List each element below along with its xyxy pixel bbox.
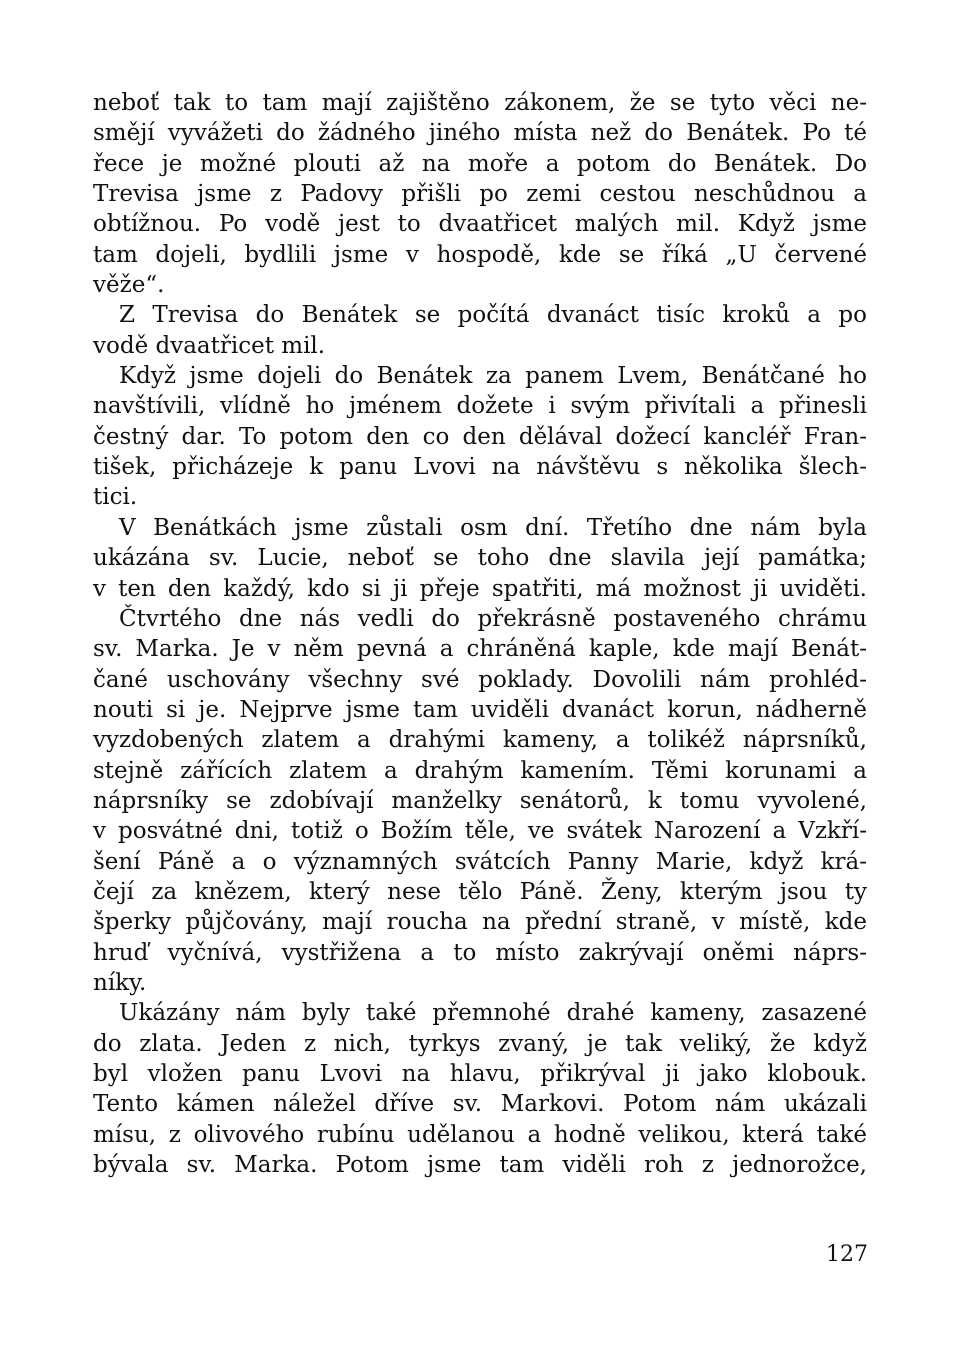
text-line: náprsníky se zdobívají manželky senátorů, k tomu vyvolené, — [93, 787, 867, 814]
text-line: V Benátkách jsme zůstali osm dní. Třetího dne nám byla — [119, 514, 867, 541]
text-line: Tento kámen náležel dříve sv. Markovi. Potom nám ukázali — [93, 1091, 867, 1118]
text-line: v ten den každý, kdo si ji přeje spatřiti, má možnost ji uviděti. — [93, 575, 867, 602]
text-line: stejně zářících zlatem a drahým kamením. Těmi korunami a — [93, 757, 867, 784]
text-line: tam dojeli, bydlili jsme v hospodě, kde se říká „U červené — [93, 241, 867, 268]
text-line: Čtvrtého dne nás vedli do překrásně postaveného chrámu — [119, 605, 867, 632]
text-line: nouti si je. Nejprve jsme tam uviděli dvanáct korun, nádherně — [93, 696, 867, 723]
text-line: mísu, z olivového rubínu udělanou a hodně velikou, která také — [93, 1121, 867, 1148]
text-line: vyzdobených zlatem a drahými kameny, a tolikéž náprsníků, — [93, 727, 867, 754]
text-line: Trevisa jsme z Padovy přišli po zemi cestou neschůdnou a — [93, 181, 867, 208]
page-number: 127 — [826, 1242, 868, 1267]
text-line: tici. — [93, 484, 138, 511]
text-line: v posvátné dni, totiž o Božím těle, ve svátek Narození a Vzkří- — [93, 818, 867, 845]
text-line: smějí vyvážeti do žádného jiného místa než do Benátek. Po té — [93, 120, 867, 147]
text-line: obtížnou. Po vodě jest to dvaatřicet malých mil. Když jsme — [93, 211, 867, 238]
text-line: Z Trevisa do Benátek se počítá dvanáct tisíc kroků a po — [119, 302, 867, 329]
text-line: bývala sv. Marka. Potom jsme tam viděli roh z jednorožce, — [93, 1152, 867, 1179]
text-line: čané uschovány všechny své poklady. Dovolili nám prohléd- — [93, 666, 867, 693]
text-line: níky. — [93, 969, 147, 996]
text-line: hruď vyčnívá, vystřižena a to místo zakrývají oněmi náprs- — [93, 939, 867, 966]
text-line: neboť tak to tam mají zajištěno zákonem, že se tyto věci ne- — [93, 90, 867, 116]
body-text — [93, 88, 867, 1180]
text-line: řece je možné plouti až na moře a potom do Benátek. Do — [93, 150, 867, 177]
text-line: Když jsme dojeli do Benátek za panem Lvem, Benátčané ho — [119, 363, 867, 390]
text-line: šperky půjčovány, mají roucha na přední straně, v místě, kde — [93, 909, 867, 936]
text-line: byl vložen panu Lvovi na hlavu, přikrýval ji jako klobouk. — [93, 1061, 867, 1087]
text-line: věže“. — [93, 272, 165, 299]
text-line: tišek, přicházeje k panu Lvovi na návštěvu s několika šlech- — [93, 454, 867, 481]
text-line: šení Páně a o významných svátcích Panny Marie, když krá- — [93, 848, 867, 875]
text-line: sv. Marka. Je v něm pevná a chráněná kaple, kde mají Benát- — [93, 636, 867, 663]
text-line: do zlata. Jeden z nich, tyrkys zvaný, je tak veliký, že když — [93, 1030, 867, 1057]
text-line: navštívili, vlídně ho jménem dožete i svým přivítali a přinesli — [93, 393, 867, 420]
text-line: ukázána sv. Lucie, neboť se toho dne slavila její památka; — [93, 545, 867, 572]
text-line: Ukázány nám byly také přemnohé drahé kameny, zasazené — [119, 1000, 867, 1027]
text-line: čestný dar. To potom den co den dělával dožecí kancléř Fran- — [93, 423, 867, 450]
text-line: čejí za knězem, který nese tělo Páně. Ženy, kterým jsou ty — [93, 878, 867, 905]
text-line: vodě dvaatřicet mil. — [93, 332, 326, 359]
